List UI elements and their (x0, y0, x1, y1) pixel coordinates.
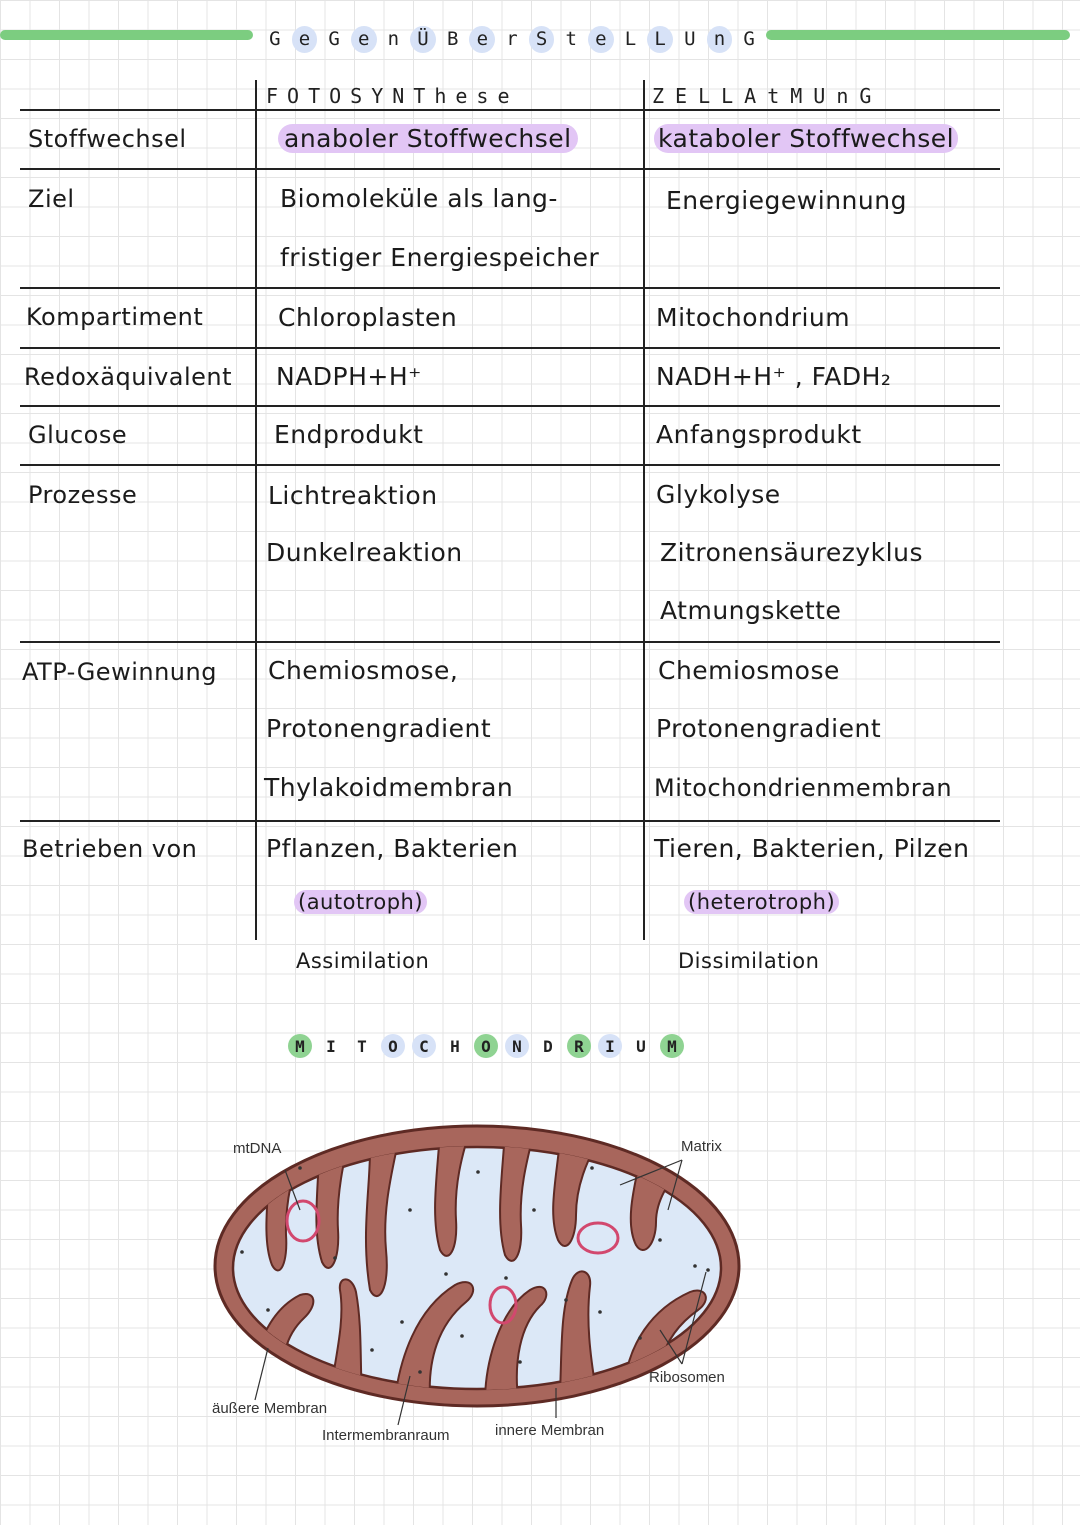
table-divider-left (255, 80, 257, 940)
cell-photo-atp-3: Thylakoidmembran (264, 773, 514, 802)
label-intermembrane-space: Intermembranraum (322, 1427, 450, 1444)
highlight-heterotroph: (heterotroph) (684, 890, 839, 914)
ribosome-dot (590, 1166, 594, 1170)
cell-photo-ziel-line1: Biomoleküle als lang- (280, 184, 558, 213)
diagram-title-letter: U (636, 1036, 646, 1056)
cell-resp-prozesse-3: Atmungskette (660, 596, 842, 625)
title-letter: t (565, 28, 577, 50)
row-label-prozesse: Prozesse (28, 481, 138, 509)
cell-photo-redox: NADPH+H⁺ (276, 362, 422, 391)
title-letter: e (588, 26, 614, 53)
ribosome-dot (266, 1308, 270, 1312)
ribosome-dot (476, 1170, 480, 1174)
ribosome-dot (532, 1208, 536, 1212)
cell-resp-atp-2: Protonengradient (656, 714, 882, 743)
row-label-stoffwechsel: Stoffwechsel (28, 125, 187, 153)
ribosome-dot (658, 1238, 662, 1242)
cell-resp-atp-1: Chemiosmose (658, 656, 840, 685)
label-mtdna: mtDNA (233, 1140, 282, 1157)
diagram-title-letter: N (505, 1034, 529, 1058)
diagram-title-letter: R (567, 1034, 591, 1058)
cell-resp-ziel: Energiegewinnung (666, 186, 907, 215)
title-letter: n (707, 26, 733, 53)
title-letter: e (351, 26, 377, 53)
ribosome-dot (706, 1268, 710, 1272)
diagram-title-letter: T (357, 1036, 367, 1056)
ribosome-dot (638, 1336, 642, 1340)
row-label-atp-gewinnung: ATP-Gewinnung (22, 658, 217, 686)
title-letter: G (743, 28, 755, 50)
diagram-title-letter: O (381, 1034, 405, 1058)
below-photo-assimilation: Assimilation (296, 949, 430, 973)
ribosome-dot (418, 1370, 422, 1374)
diagram-title-letter: M (660, 1034, 684, 1058)
column-header-photosynthesis: FOTOSYNThese (266, 84, 519, 108)
row-label-kompartiment: Kompartiment (26, 303, 204, 331)
pointer-line-outer (255, 1348, 268, 1400)
cell-photo-kompartiment: Chloroplasten (278, 303, 458, 332)
ribosome-dot (518, 1360, 522, 1364)
label-ribosomen: Ribosomen (649, 1369, 725, 1386)
cell-photo-ziel-line2: fristiger Energiespeicher (280, 243, 600, 272)
cell-resp-prozesse-2: Zitronensäurezyklus (660, 538, 923, 567)
cell-photo-glucose: Endprodukt (274, 420, 424, 449)
cell-photo-betrieben-2 (294, 873, 427, 931)
ribosome-dot (333, 1256, 337, 1260)
title-letter: Ü (410, 26, 436, 53)
title-letter: e (469, 26, 495, 53)
cell-resp-glucose: Anfangsprodukt (656, 420, 862, 449)
label-inner-membrane: innere Membran (495, 1422, 605, 1439)
diagram-title-letter: D (543, 1036, 553, 1056)
cell-resp-prozesse-1: Glykolyse (656, 480, 781, 509)
cell-photo-stoffwechsel (278, 110, 578, 168)
mitochondrion-diagram (0, 1080, 1080, 1525)
cell-photo-prozesse-1: Lichtreaktion (268, 481, 438, 510)
ribosome-dot (693, 1264, 697, 1268)
title-letter: B (446, 28, 459, 50)
title-letter: G (328, 28, 340, 50)
title-letter: S (529, 26, 555, 53)
title-letter: L (647, 26, 673, 53)
cell-resp-stoffwechsel (654, 110, 958, 168)
cell-photo-betrieben-1: Pflanzen, Bakterien (266, 834, 519, 863)
ribosome-dot (504, 1276, 508, 1280)
row-label-glucose: Glucose (28, 421, 128, 449)
below-resp-dissimilation: Dissimilation (678, 949, 820, 973)
ribosome-dot (240, 1250, 244, 1254)
title-letter: L (624, 28, 637, 50)
title-letter: e (292, 26, 318, 53)
ribosome-dot (444, 1272, 448, 1276)
column-header-respiration: ZELLAtMUnG (652, 84, 883, 108)
highlight-anabolic: anaboler Stoffwechsel (278, 124, 578, 153)
ribosome-dot (408, 1208, 412, 1212)
cell-resp-betrieben-2 (684, 873, 839, 931)
row-label-redoxaequivalent: Redoxäquivalent (24, 363, 233, 391)
ribosome-dot (564, 1298, 568, 1302)
highlight-autotroph: (autotroph) (294, 890, 427, 914)
title-letter: r (506, 28, 518, 50)
diagram-title-letter: O (474, 1034, 498, 1058)
label-outer-membrane: äußere Membran (212, 1400, 328, 1417)
label-matrix: Matrix (681, 1138, 722, 1155)
diagram-title-letter: I (598, 1034, 622, 1058)
diagram-title (288, 1034, 684, 1058)
cell-photo-atp-1: Chemiosmose, (268, 656, 459, 685)
ribosome-dot (298, 1166, 302, 1170)
title-letter: U (684, 28, 696, 50)
ribosome-dot (400, 1320, 404, 1324)
page-title (262, 22, 762, 56)
table-divider-right (643, 80, 645, 940)
ribosome-dot (460, 1334, 464, 1338)
cell-resp-redox: NADH+H⁺ , FADH₂ (656, 362, 892, 391)
title-bar-left (0, 30, 253, 40)
highlight-catabolic: kataboler Stoffwechsel (654, 124, 958, 153)
title-letter: G (269, 28, 281, 50)
title-letter: n (387, 28, 400, 50)
row-label-betrieben-von: Betrieben von (22, 835, 198, 863)
diagram-title-letter: I (326, 1036, 336, 1056)
diagram-title-letter: H (450, 1036, 460, 1056)
title-bar-right (766, 30, 1070, 40)
cell-photo-prozesse-2: Dunkelreaktion (266, 538, 463, 567)
cell-photo-atp-2: Protonengradient (266, 714, 492, 743)
cell-resp-betrieben-1: Tieren, Bakterien, Pilzen (654, 834, 970, 863)
ribosome-dot (598, 1310, 602, 1314)
diagram-title-letter: M (288, 1034, 312, 1058)
ribosome-dot (370, 1348, 374, 1352)
cell-resp-kompartiment: Mitochondrium (656, 303, 851, 332)
row-separator (20, 464, 1000, 466)
row-label-ziel: Ziel (28, 185, 75, 213)
diagram-title-letter: C (412, 1034, 436, 1058)
cell-resp-atp-3: Mitochondrienmembran (654, 774, 953, 802)
